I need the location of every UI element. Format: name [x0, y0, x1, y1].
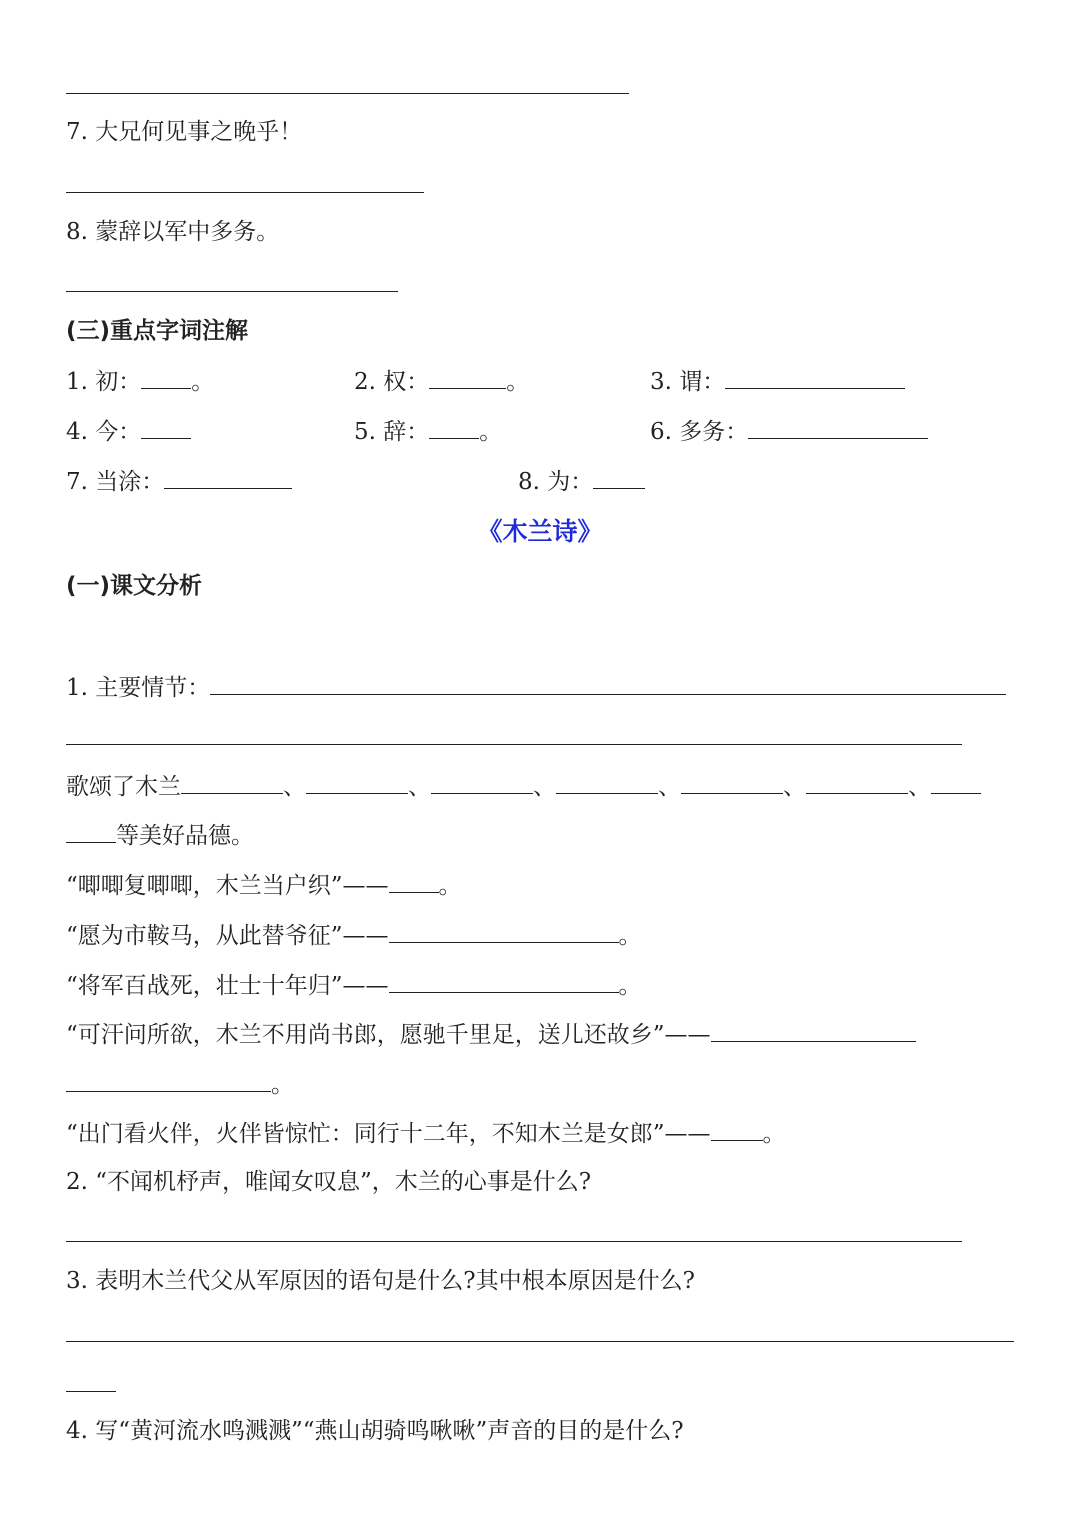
answer-line [66, 1241, 962, 1242]
note-blank [141, 416, 191, 439]
quote-4-cont [66, 1069, 294, 1100]
section-heading-3: (三)重点字词注解 [66, 318, 249, 344]
separator: 、 [533, 774, 556, 800]
answer-blank [389, 920, 619, 943]
separator: 、 [908, 774, 931, 800]
note-5 [354, 416, 502, 447]
note-period: 。 [506, 369, 530, 395]
answer-line [66, 1391, 116, 1392]
virtue-blank [181, 771, 283, 794]
quote-period: 。 [762, 1121, 786, 1147]
note-period: 。 [479, 419, 503, 445]
praise-prefix: 歌颂了木兰 [66, 774, 181, 800]
quote-period: 。 [271, 1072, 294, 1098]
note-blank [429, 366, 506, 389]
note-label: 3. 谓： [650, 369, 726, 395]
praise-suffix: 等美好品德。 [116, 823, 254, 849]
answer-line [66, 93, 629, 94]
quote-text: “可汗问所欲，木兰不用尚书郎，愿驰千里足，送儿还故乡”—— [66, 1022, 711, 1048]
analysis-1-label: 1. 主要情节： [66, 675, 211, 701]
note-label: 6. 多务： [650, 419, 749, 445]
answer-blank [389, 970, 619, 993]
question-8: 8. 蒙辞以军中多务。 [66, 219, 280, 245]
answer-blank [389, 870, 439, 893]
answer-line [66, 744, 962, 745]
note-blank [141, 366, 191, 389]
quote-period: 。 [618, 923, 642, 949]
note-label: 4. 今： [66, 419, 142, 445]
separator: 、 [283, 774, 306, 800]
poem-title: 《木兰诗》 [477, 517, 603, 546]
virtue-blank [806, 771, 908, 794]
analysis-4: 4. 写“黄河流水鸣溅溅”“燕山胡骑鸣啾啾”声音的目的是什么? [66, 1418, 684, 1444]
virtue-blank [66, 820, 116, 843]
note-label: 8. 为： [518, 469, 594, 495]
quote-period: 。 [438, 873, 462, 899]
virtue-blank [431, 771, 533, 794]
answer-blank [711, 1118, 763, 1141]
note-8 [518, 466, 645, 497]
analysis-3: 3. 表明木兰代父从军原因的语句是什么?其中根本原因是什么? [66, 1268, 695, 1294]
question-7: 7. 大兄何见事之晚乎！ [66, 119, 303, 145]
praise-line-2 [66, 820, 254, 851]
answer-line [66, 1341, 1014, 1342]
note-7 [66, 466, 292, 497]
quote-2 [66, 920, 642, 951]
note-blank [429, 416, 479, 439]
note-label: 5. 辞： [354, 419, 430, 445]
note-blank [748, 416, 928, 439]
note-blank [593, 466, 645, 489]
note-period: 。 [191, 369, 215, 395]
quote-5 [66, 1118, 786, 1149]
separator: 、 [658, 774, 681, 800]
virtue-blank [931, 771, 981, 794]
quote-3 [66, 970, 642, 1001]
quote-text: “将军百战死，壮士十年归”—— [66, 973, 389, 999]
virtue-blank [556, 771, 658, 794]
quote-text: “出门看火伴，火伴皆惊忙：同行十二年，不知木兰是女郎”—— [66, 1121, 711, 1147]
note-6 [650, 416, 928, 447]
quote-period: 。 [618, 973, 642, 999]
analysis-1 [66, 672, 1006, 703]
quote-text: “愿为市鞍马，从此替爷征”—— [66, 923, 389, 949]
answer-blank [711, 1019, 916, 1042]
quote-1 [66, 870, 462, 901]
answer-blank [66, 1069, 271, 1092]
note-label: 7. 当涂： [66, 469, 165, 495]
note-blank [725, 366, 905, 389]
note-3 [650, 366, 905, 397]
praise-line [66, 771, 981, 802]
note-blank [164, 466, 292, 489]
quote-text: “唧唧复唧唧，木兰当户织”—— [66, 873, 389, 899]
answer-blank [210, 672, 1006, 695]
answer-line [66, 192, 424, 193]
virtue-blank [681, 771, 783, 794]
note-label: 1. 初： [66, 369, 142, 395]
section-heading-1: (一)课文分析 [66, 573, 203, 599]
note-label: 2. 权： [354, 369, 430, 395]
separator: 、 [783, 774, 806, 800]
note-1 [66, 366, 214, 397]
separator: 、 [408, 774, 431, 800]
analysis-2: 2. “不闻机杼声，唯闻女叹息”，木兰的心事是什么? [66, 1169, 592, 1195]
note-4 [66, 416, 191, 447]
answer-line [66, 291, 398, 292]
quote-4 [66, 1019, 916, 1050]
virtue-blank [306, 771, 408, 794]
note-2 [354, 366, 529, 397]
